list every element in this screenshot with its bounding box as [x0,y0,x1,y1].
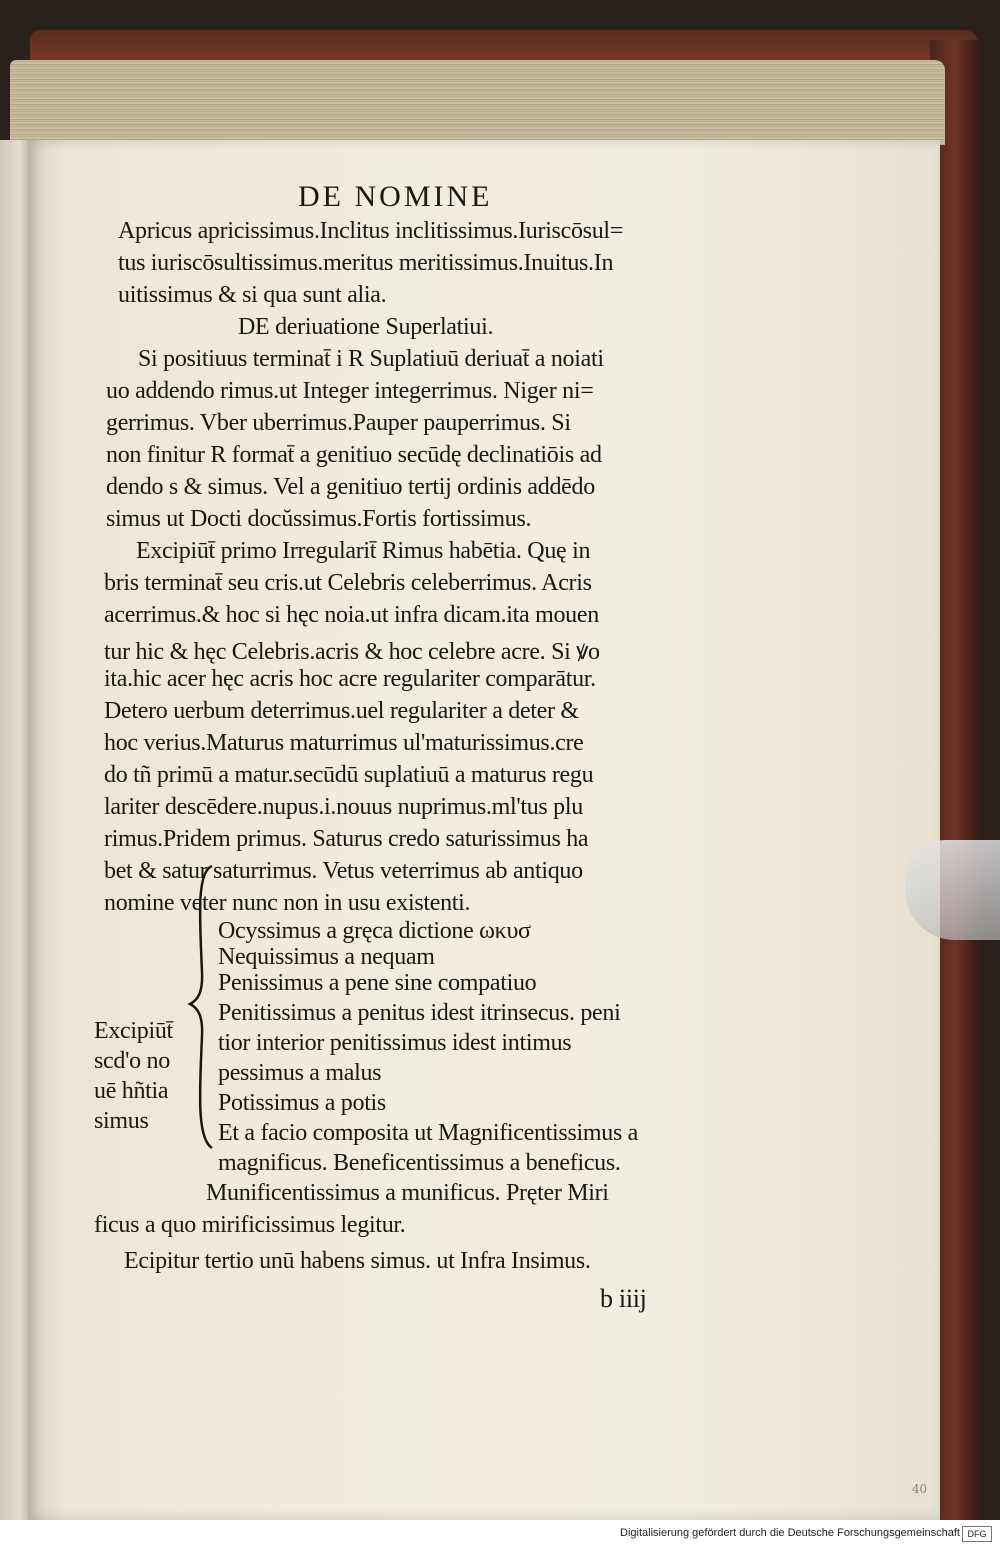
text-line: tus iuriscōsultissimus.meritus meritissimus.Inuitus.In [118,250,614,276]
text-line: Apricus apricissimus.Inclitus inclitissimus.Iuriscōsul= [118,218,623,244]
brace-item: magnificus. Beneficentissimus a beneficus. [218,1150,621,1176]
text-line: Si positiuus terminat̄ i R Suplatiuū deriuat̄ a noiati [138,346,604,372]
page-block-edges [10,60,945,145]
text-line: ficus a quo mirificissimus legitur. [94,1212,406,1238]
text-line: bris terminat̄ seu cris.ut Celebris celeberrimus. Acris [104,570,592,596]
text-line: Detero uerbum deterrimus.uel regulariter a deter & [104,698,579,724]
dfg-logo: DFG [962,1526,992,1542]
text-line: lariter descēdere.nupus.i.nouus nuprimus.ml'tus plu [104,794,583,820]
running-heading: DE NOMINE [298,180,493,213]
brace-item: pessimus a malus [218,1060,382,1086]
text-line: acerrimus.& hoc si hęc noia.ut infra dicam.ita mouen [104,602,599,628]
text-line: uo addendo rimus.ut Integer integerrimus. Niger ni= [106,378,594,404]
brace-label: uē hñtia [94,1078,169,1104]
brace-item: Nequissimus a nequam [218,944,435,970]
text-line: tur hic & hęc Celebris.acris & hoc celebre acre. Si ꝟo [104,639,600,665]
brace-item: Munificentissimus a munificus. Pręter Miri [206,1180,609,1206]
page-clip [905,840,1000,940]
footer-bar [0,1520,1000,1546]
text-line: gerrimus. Vber uberrimus.Pauper pauperrimus. Si [106,410,571,436]
text-line: Excipiūt̄ primo Irregularit̄ Rimus habētia. Quę in [136,538,591,564]
text-line: nomine veter nunc non in usu existenti. [104,890,471,916]
text-line: hoc verius.Maturus maturrimus ul'maturissimus.cre [104,730,584,756]
text-line: do tñ primū a matur.secūdū suplatiuū a maturus regu [104,762,594,788]
text-line: bet & satur saturrimus. Vetus veterrimus ab antiquo [104,858,583,884]
folio-number: 40 [912,1482,927,1496]
brace-item: Potissimus a potis [218,1090,386,1116]
text-line: Ecipitur tertio unū habens simus. ut Infra Insimus. [124,1248,591,1274]
brace-item: Ocyssimus a gręca dictione ωκυσ [218,918,531,944]
curly-brace [186,862,216,1152]
funding-note: Digitalisierung gefördert durch die Deutsche Forschungsgemeinschaft [620,1527,960,1539]
brace-item: tior interior penitissimus idest intimus [218,1030,572,1056]
brace-item: Penissimus a pene sine compatiuo [218,970,537,996]
brace-label: scd'o no [94,1048,170,1074]
text-line: simus ut Docti docŭssimus.Fortis fortissimus. [106,506,532,532]
text-line: ita.hic acer hęc acris hoc acre regulariter comparātur. [104,666,596,692]
brace-label: Excipiūt̄ [94,1018,173,1044]
text-line: dendo s & simus. Vel a genitiuo tertij ordinis addēdo [106,474,595,500]
text-line: non finitur R format̄ a genitiuo secūdę declinatiōis ad [106,442,602,468]
brace-label: simus [94,1108,149,1134]
text-line: uitissimus & si qua sunt alia. [118,282,387,308]
signature-mark: b iiij [600,1284,647,1313]
section-heading: DE deriuatione Superlatiui. [238,314,494,340]
brace-item: Et a facio composita ut Magnificentissimus a [218,1120,639,1146]
brace-item: Penitissimus a penitus idest itrinsecus. peni [218,1000,621,1026]
text-line: rimus.Pridem primus. Saturus credo saturissimus ha [104,826,589,852]
